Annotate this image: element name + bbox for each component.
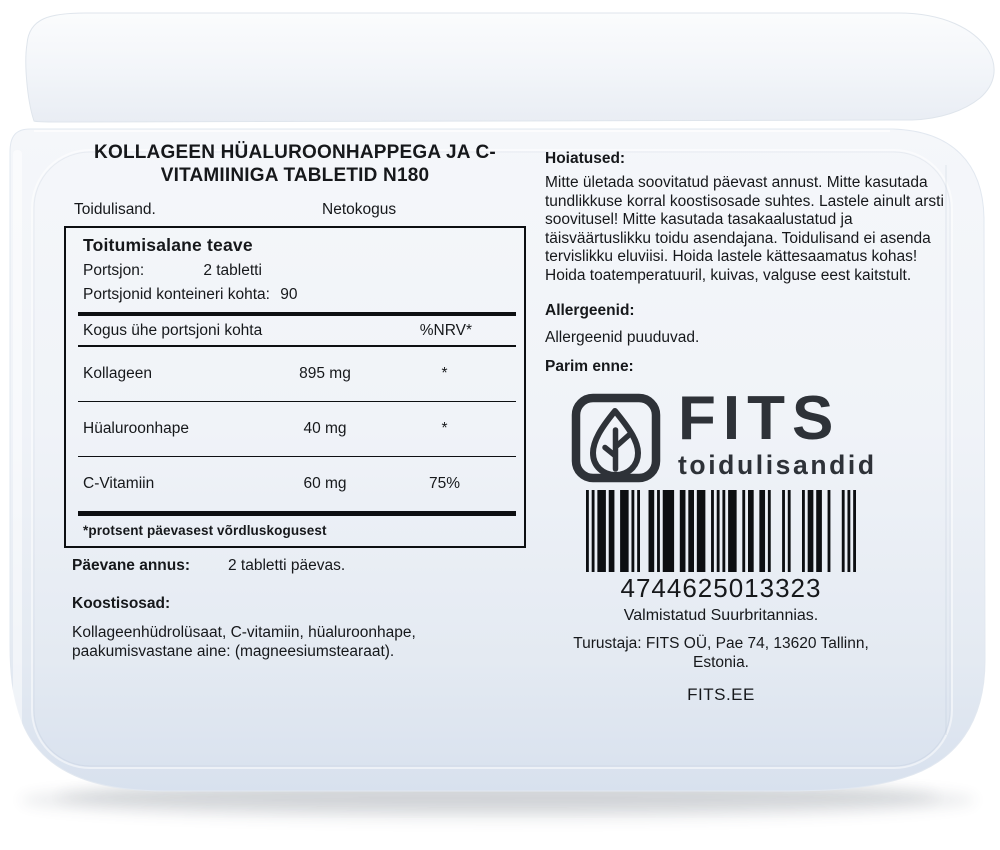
distributor-text xyxy=(545,634,897,672)
brand-logo xyxy=(570,383,955,484)
net-quantity-label: Netokogus xyxy=(322,200,397,218)
table-column-headers xyxy=(66,316,524,345)
daily-dose-label: Päevane annus: xyxy=(72,556,191,574)
category-text: Toidulisand. xyxy=(74,200,156,218)
nutrient-amount: 895 mg xyxy=(299,364,351,382)
product-title: KOLLAGEEN HÜALUROONHAPPEGA JA C-VITAMIINIGA TABLETID N180 xyxy=(94,142,496,186)
nutrient-nrv: * xyxy=(441,364,448,382)
label-right-column xyxy=(545,150,955,705)
table-row xyxy=(66,347,524,401)
nutrient-nrv: * xyxy=(441,419,448,437)
nutrient-name: C-Vitamiin xyxy=(83,474,155,492)
serving-size-value: 2 tabletti xyxy=(203,261,262,279)
servings-per-container-value: 90 xyxy=(280,285,298,303)
barcode-block xyxy=(545,490,897,705)
category-row xyxy=(64,201,526,223)
nutrition-table-title: Toitumisalane teave xyxy=(83,234,253,255)
website-text: FITS.EE xyxy=(687,684,755,704)
brand-tagline: toidulisandid xyxy=(678,449,877,480)
brand-wordmark xyxy=(678,383,877,481)
servings-per-container-label: Portsjonid konteineri kohta: xyxy=(83,285,270,303)
amount-column-header: Kogus ühe portsjoni kohta xyxy=(83,321,263,339)
nutrient-amount: 40 mg xyxy=(303,419,347,437)
label-left-column xyxy=(64,142,526,661)
leaf-icon xyxy=(570,392,662,484)
barcode xyxy=(586,490,856,572)
table-row xyxy=(66,402,524,456)
box-lid xyxy=(26,13,994,122)
nutrient-nrv: 75% xyxy=(428,474,461,492)
distributor-line: Estonia. xyxy=(692,653,749,671)
ingredients-heading: Koostisosad: xyxy=(72,594,171,612)
brand-name: FITS xyxy=(678,383,841,453)
warnings-text: Mitte ületada soovitatud päevast annust. Mitte kasutada tundlikkuse korral koostisosade suhtes. Lastele ainult arsti soovitusel! Mitte kasutada tasakaalustatud ja täisväärtuslikku toidu asendajana. Toidulisand ei asenda tervislikku eluviisi. Hoida lastele kättesaamatus kohas! Hoida toatemperatuuril, kuivas, valguse eest kaitstult. xyxy=(545,174,944,284)
nrv-footnote: *protsent päevasest võrdluskogusest xyxy=(83,522,327,538)
allergens-text: Allergeenid puuduvad. xyxy=(545,328,700,346)
serving-size-label: Portsjon: xyxy=(83,261,145,279)
servings-per-container-row xyxy=(66,281,524,305)
barcode-number: 4744625013323 xyxy=(620,572,822,603)
serving-size-row xyxy=(66,257,524,281)
daily-dose-row xyxy=(64,557,526,577)
ingredients-text: Kollageenhüdrolüsaat, C-vitamiin, hüaluroonhape, paakumisvastane aine: (magneesiumstearaat). xyxy=(72,623,416,660)
nutrient-name: Hüaluroonhape xyxy=(83,419,190,437)
daily-dose-value: 2 tabletti päevas. xyxy=(228,556,346,574)
table-row xyxy=(66,457,524,511)
allergens-heading: Allergeenid: xyxy=(545,301,635,319)
nrv-column-header: %NRV* xyxy=(419,321,472,339)
best-before-heading: Parim enne: xyxy=(545,357,634,375)
warnings-heading: Hoiatused: xyxy=(545,150,626,167)
made-in-text: Valmistatud Suurbritannias. xyxy=(623,606,819,624)
distributor-line: Turustaja: FITS OÜ, Pae 74, 13620 Tallinn, xyxy=(573,634,869,652)
nutrient-amount: 60 mg xyxy=(303,474,347,492)
nutrition-facts-table xyxy=(64,226,526,548)
nutrient-name: Kollageen xyxy=(83,364,152,382)
